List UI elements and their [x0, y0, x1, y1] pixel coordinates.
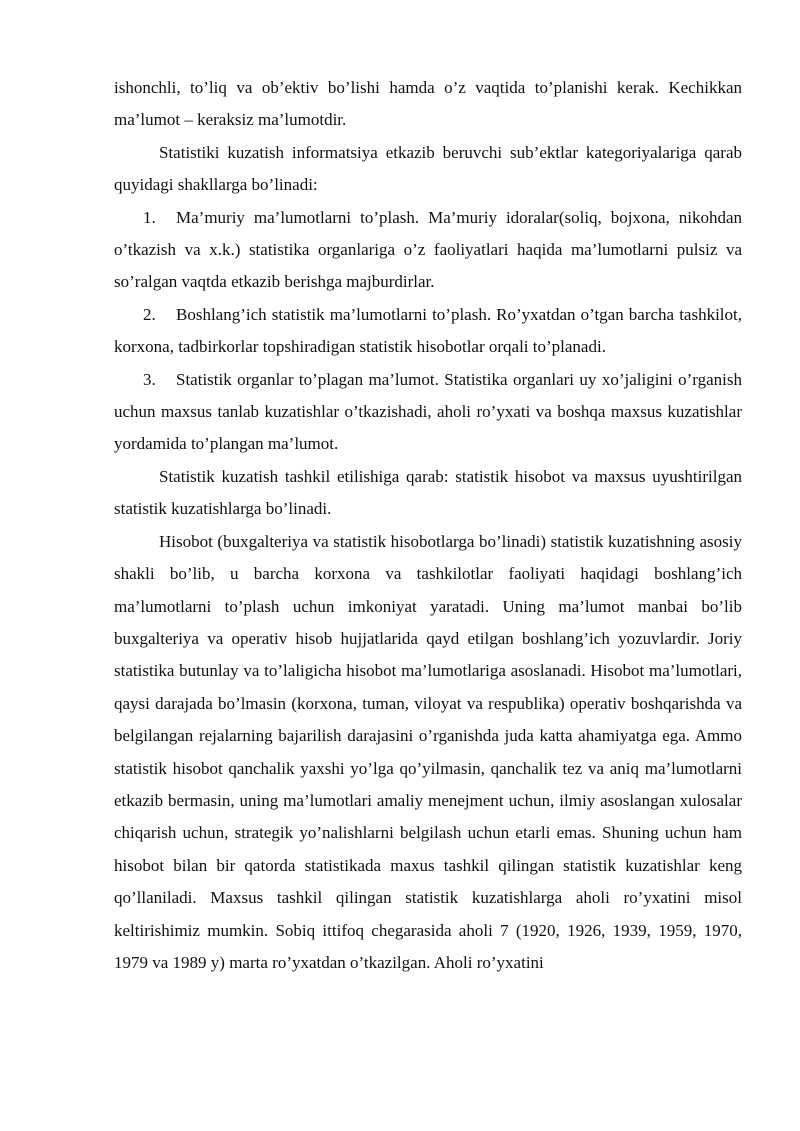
list-item: [114, 364, 742, 461]
list-item-number: 3.: [143, 369, 156, 389]
paragraph-hisobot: Hisobot (buxgalteriya va statistik hisobotlarga bo’linadi) statistik kuzatishning asosiy shakli bo’lib, u barcha korxona va tashkilotlar faoliyati haqidagi boshlang’ich ma’lumotlarni to’plash uchun imkoniyat yaratadi. Uning ma’lumot manbai bo’lib buxgalteriya va operativ hisob hujjatlarida qayd etilgan boshlang’ich yozuvlardir. Joriy statistika butunlay va to’laligicha hisobot ma’lumotlariga asoslanadi. Hisobot ma’lumotlari, qaysi darajada bo’lmasin (korxona, tuman, viloyat va respublika) operativ boshqarishda va belgilangan rejalarning bajarilish darajasini o’rganishda juda katta ahamiyatga ega. Ammo statistik hisobot qanchalik yaxshi yo’lga qo’yilmasin, qanchalik tez va aniq ma’lumotlarni etkazib bermasin, uning ma’lumotlari amaliy menejment uchun, ilmiy asoslangan xulosalar chiqarish uchun, strategik yo’nalishlarni belgilash uchun etarli emas. Shuning uchun ham hisobot bilan bir qatorda statistikada maxus tashkil qilingan statistik kuzatishlar keng qo’llaniladi. Maxsus tashkil qilingan statistik kuzatishlarga aholi ro’yxatini misol keltirishimiz mumkin. Sobiq ittifoq chegarasida aholi 7 (1920, 1926, 1939, 1959, 1970, 1979 va 1989 y) marta ro’yxatdan o’tkazilgan. Aholi ro’yxatini: [114, 531, 742, 972]
list-item-number: 1.: [143, 207, 156, 227]
document-page: [114, 72, 742, 979]
list-item-text: Ma’muriy ma’lumotlarni to’plash. Ma’muriy idoralar(soliq, bojxona, nikohdan o’tkazish va x.k.) statistika organlariga o’z faoliyatlari haqida ma’lumotlarni pulsiz va so’ralgan vaqtda etkazib berishga majburdirlar.: [114, 207, 742, 292]
list-item-number: 2.: [143, 304, 156, 324]
paragraph-organization: Statistik kuzatish tashkil etilishiga qarab: statistik hisobot va maxsus uyushtirilgan statistik kuzatishlarga bo’linadi.: [114, 466, 742, 519]
list-item-text: Boshlang’ich statistik ma’lumotlarni to’plash. Ro’yxatdan o’tgan barcha tashkilot, korxona, tadbirkorlar topshiradigan statistik hisobotlar orqali to’planadi.: [114, 304, 742, 357]
paragraph-forms-intro: Statistiki kuzatish informatsiya etkazib beruvchi sub’ektlar kategoriyalariga qarab quyidagi shakllarga bo’linadi:: [114, 142, 742, 195]
list-item-text: Statistik organlar to’plagan ma’lumot. Statistika organlari uy xo’jaligini o’rganish uchun maxsus tanlab kuzatishlar o’tkazishadi, aholi ro’yxati va boshqa maxsus kuzatishlar yordamida to’plangan ma’lumot.: [114, 369, 742, 454]
paragraph-continuation: ishonchli, to’liq va ob’ektiv bo’lishi hamda o’z vaqtida to’planishi kerak. Kechikkan ma’lumot – keraksiz ma’lumotdir.: [114, 78, 742, 130]
list-item: [114, 299, 742, 364]
list-item: [114, 202, 742, 299]
